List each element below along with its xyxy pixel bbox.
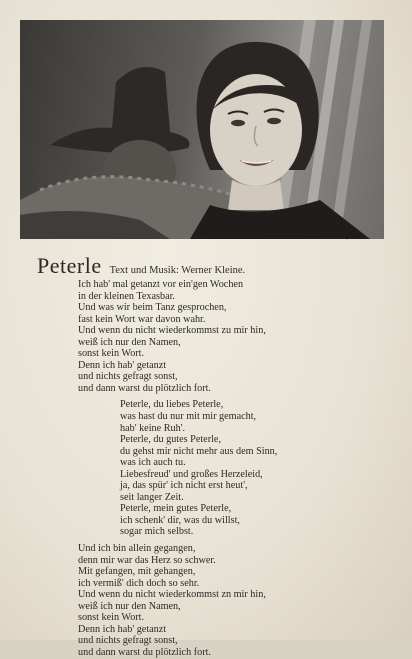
lyric-line: Peterle, du liebes Peterle,	[120, 399, 224, 411]
lyric-line: was ich auch tu.	[120, 457, 186, 469]
lyric-line: Und wenn du nicht wiederkommst zu mir hin,	[78, 325, 266, 337]
lyric-line: Und wenn du nicht wiederkommst zn mir hin,	[78, 589, 266, 601]
lyric-line: denn mir war das Herz so schwer.	[78, 554, 216, 566]
photo-couple	[20, 20, 384, 239]
woman-figure	[20, 20, 384, 239]
lyric-line: was hast du nur mit mir gemacht,	[120, 411, 257, 423]
lyric-line: und dann warst du plötzlich fort.	[78, 382, 211, 394]
lyrics	[78, 279, 378, 659]
refrain	[78, 399, 378, 538]
lyric-line: seit langer Zeit.	[120, 491, 184, 503]
lyric-line: Denn ich hab' getanzt	[78, 623, 167, 635]
lyric-line: weiß ich nur den Namen,	[78, 600, 181, 612]
lyric-line: und nichts gefragt sonst,	[78, 371, 178, 383]
lyric-line: ich schenk' dir, was du willst,	[120, 514, 240, 526]
lyric-line: Mit gefangen, mit gehangen,	[78, 566, 196, 578]
lyric-line: hab' keine Ruh'.	[120, 422, 186, 434]
lyric-line: sogar mich selbst.	[120, 526, 194, 538]
lyric-line: weiß ich nur den Namen,	[78, 336, 181, 348]
lyric-line: und nichts gefragt sonst,	[78, 635, 178, 647]
song-credits: Text und Musik: Werner Kleine.	[109, 265, 246, 276]
lyric-line: Peterle, du gutes Peterle,	[120, 434, 221, 446]
verse-2	[78, 543, 378, 658]
lyric-line: ja, das spür' ich nicht erst heut',	[120, 480, 248, 492]
lyric-line: ich vermiß' dich doch so sehr.	[78, 577, 200, 589]
title-line	[37, 253, 245, 279]
lyric-line: Peterle, mein gutes Peterle,	[120, 503, 232, 515]
lyric-line: und dann warst du plötzlich fort.	[78, 646, 211, 658]
verse-1	[78, 279, 378, 394]
lyric-line: sonst kein Wort.	[78, 348, 145, 360]
lyric-line: sonst kein Wort.	[78, 612, 145, 624]
lyric-line: du gehst mir nicht mehr aus dem Sinn,	[120, 445, 278, 457]
lyric-line: Und ich bin allein gegangen,	[78, 543, 196, 555]
lyric-line: Und was wir beim Tanz gesprochen,	[78, 302, 227, 314]
song-title: Peterle	[37, 253, 102, 278]
lyric-line: in der kleinen Texasbar.	[78, 290, 175, 302]
lyric-line: Ich hab' mal getanzt vor ein'gen Wochen	[78, 279, 244, 290]
lyric-line: Liebesfreud' und großes Herzeleid,	[120, 468, 263, 480]
lyric-line: Denn ich hab' getanzt	[78, 359, 167, 371]
lyric-line: fast kein Wort war davon wahr.	[78, 313, 206, 325]
